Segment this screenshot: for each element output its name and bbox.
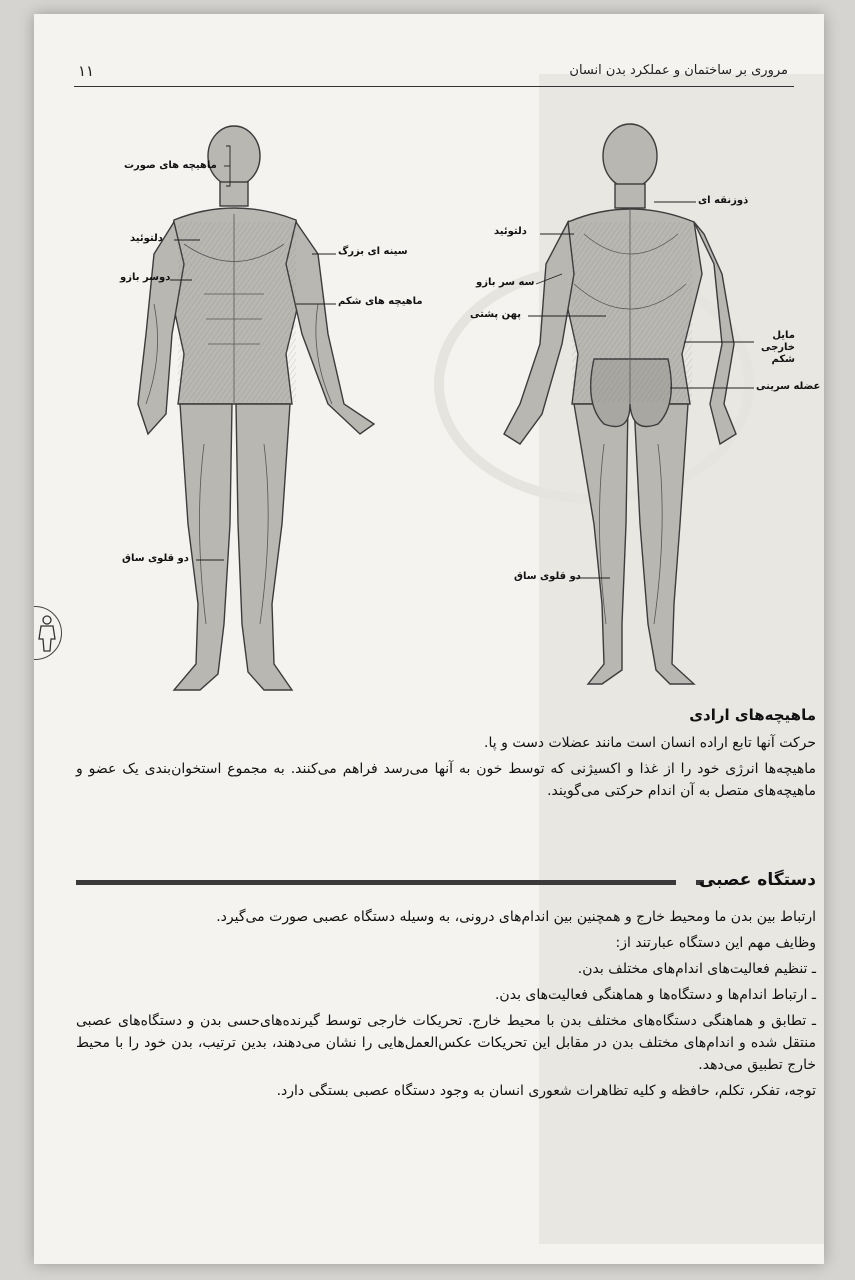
nervous-bullet-2: ـ ارتباط اندام‌ها و دستگاه‌ها و هماهنگی فعالیت‌های بدن. bbox=[494, 987, 816, 1003]
nervous-paragraph-3: توجه، تفکر، تکلم، حافظه و کلیه تظاهرات شعوری انسان به وجود دستگاه عصبی بستگی دارد. bbox=[276, 1083, 816, 1099]
nervous-paragraph-2: وظایف مهم این دستگاه عبارتند از: bbox=[615, 935, 816, 951]
label-back-deltoid: دلتوئید bbox=[494, 226, 527, 237]
nervous-system-section bbox=[76, 906, 816, 1106]
label-triceps: سه سر بازو bbox=[476, 277, 535, 288]
label-face-muscles: ماهیچه های صورت bbox=[124, 160, 217, 171]
muscle-illustration bbox=[74, 104, 794, 704]
back-body-figure bbox=[504, 124, 736, 684]
label-pectoralis: سینه ای بزرگ bbox=[338, 246, 408, 257]
section-rule bbox=[76, 880, 676, 885]
running-title: مروری بر ساختمان و عملکرد بدن انسان bbox=[569, 63, 788, 78]
nervous-bullet-3: ـ تطابق و هماهنگی دستگاه‌های مختلف بدن با محیط خارج. تحریکات خارجی توسط گیرنده‌های‌حسی بدن و دستگاه‌های عصبی منتقل شده و اندام‌های مختلف بدن در مقابل این تحریکات عکس‌العمل‌هایی را نشان می‌دهند، بدین ترتیب، بدن خود را با محیط خارج تطبیق می‌دهد. bbox=[76, 1013, 816, 1073]
nervous-bullet-1: ـ تنظیم فعالیت‌های اندام‌های مختلف بدن. bbox=[577, 961, 816, 977]
label-front-calf: دو قلوی ساق bbox=[122, 553, 189, 564]
label-front-deltoid: دلتوئید bbox=[130, 233, 163, 244]
label-trapezius: ذوزنقه ای bbox=[698, 195, 749, 206]
body-silhouette-icon bbox=[34, 606, 62, 660]
voluntary-paragraph-1: حرکت آنها تابع اراده انسان است مانند عضلات دست و پا. bbox=[484, 735, 816, 751]
front-body-figure bbox=[138, 126, 374, 690]
voluntary-paragraph-2: ماهیچه‌ها انرژی خود را از غذا و اکسیژنی که توسط خون به آنها می‌رسد فراهم می‌کنند. به مجموع استخوان‌بندی یک عضو و ماهیچه‌های متصل به آن اندام حرکتی می‌گویند. bbox=[76, 761, 816, 799]
nervous-paragraph-1: ارتباط بین بدن ما ومحیط خارج و همچنین بین اندام‌های درونی، به وسیله دستگاه عصبی صورت می‌گیرد. bbox=[216, 909, 816, 925]
page-number: ۱۱ bbox=[78, 62, 95, 80]
voluntary-heading: ماهیچه‌های ارادی bbox=[689, 706, 816, 724]
page-header bbox=[74, 60, 794, 87]
nervous-section-bar bbox=[76, 872, 816, 892]
label-back-calf: دو قلوی ساق bbox=[514, 571, 581, 582]
nervous-section-title: دستگاه عصبی bbox=[698, 870, 816, 890]
label-oblique: مایل خارجی شکم bbox=[760, 330, 795, 365]
book-page bbox=[34, 14, 824, 1264]
label-gluteus: عضله سرینی bbox=[756, 381, 821, 392]
label-latissimus: پهن پشتی bbox=[470, 309, 521, 320]
label-biceps: دوسر بازو bbox=[120, 272, 171, 283]
muscle-figure bbox=[74, 104, 821, 704]
label-abdominal: ماهیچه های شکم bbox=[338, 296, 423, 307]
voluntary-muscles-section bbox=[76, 706, 816, 806]
